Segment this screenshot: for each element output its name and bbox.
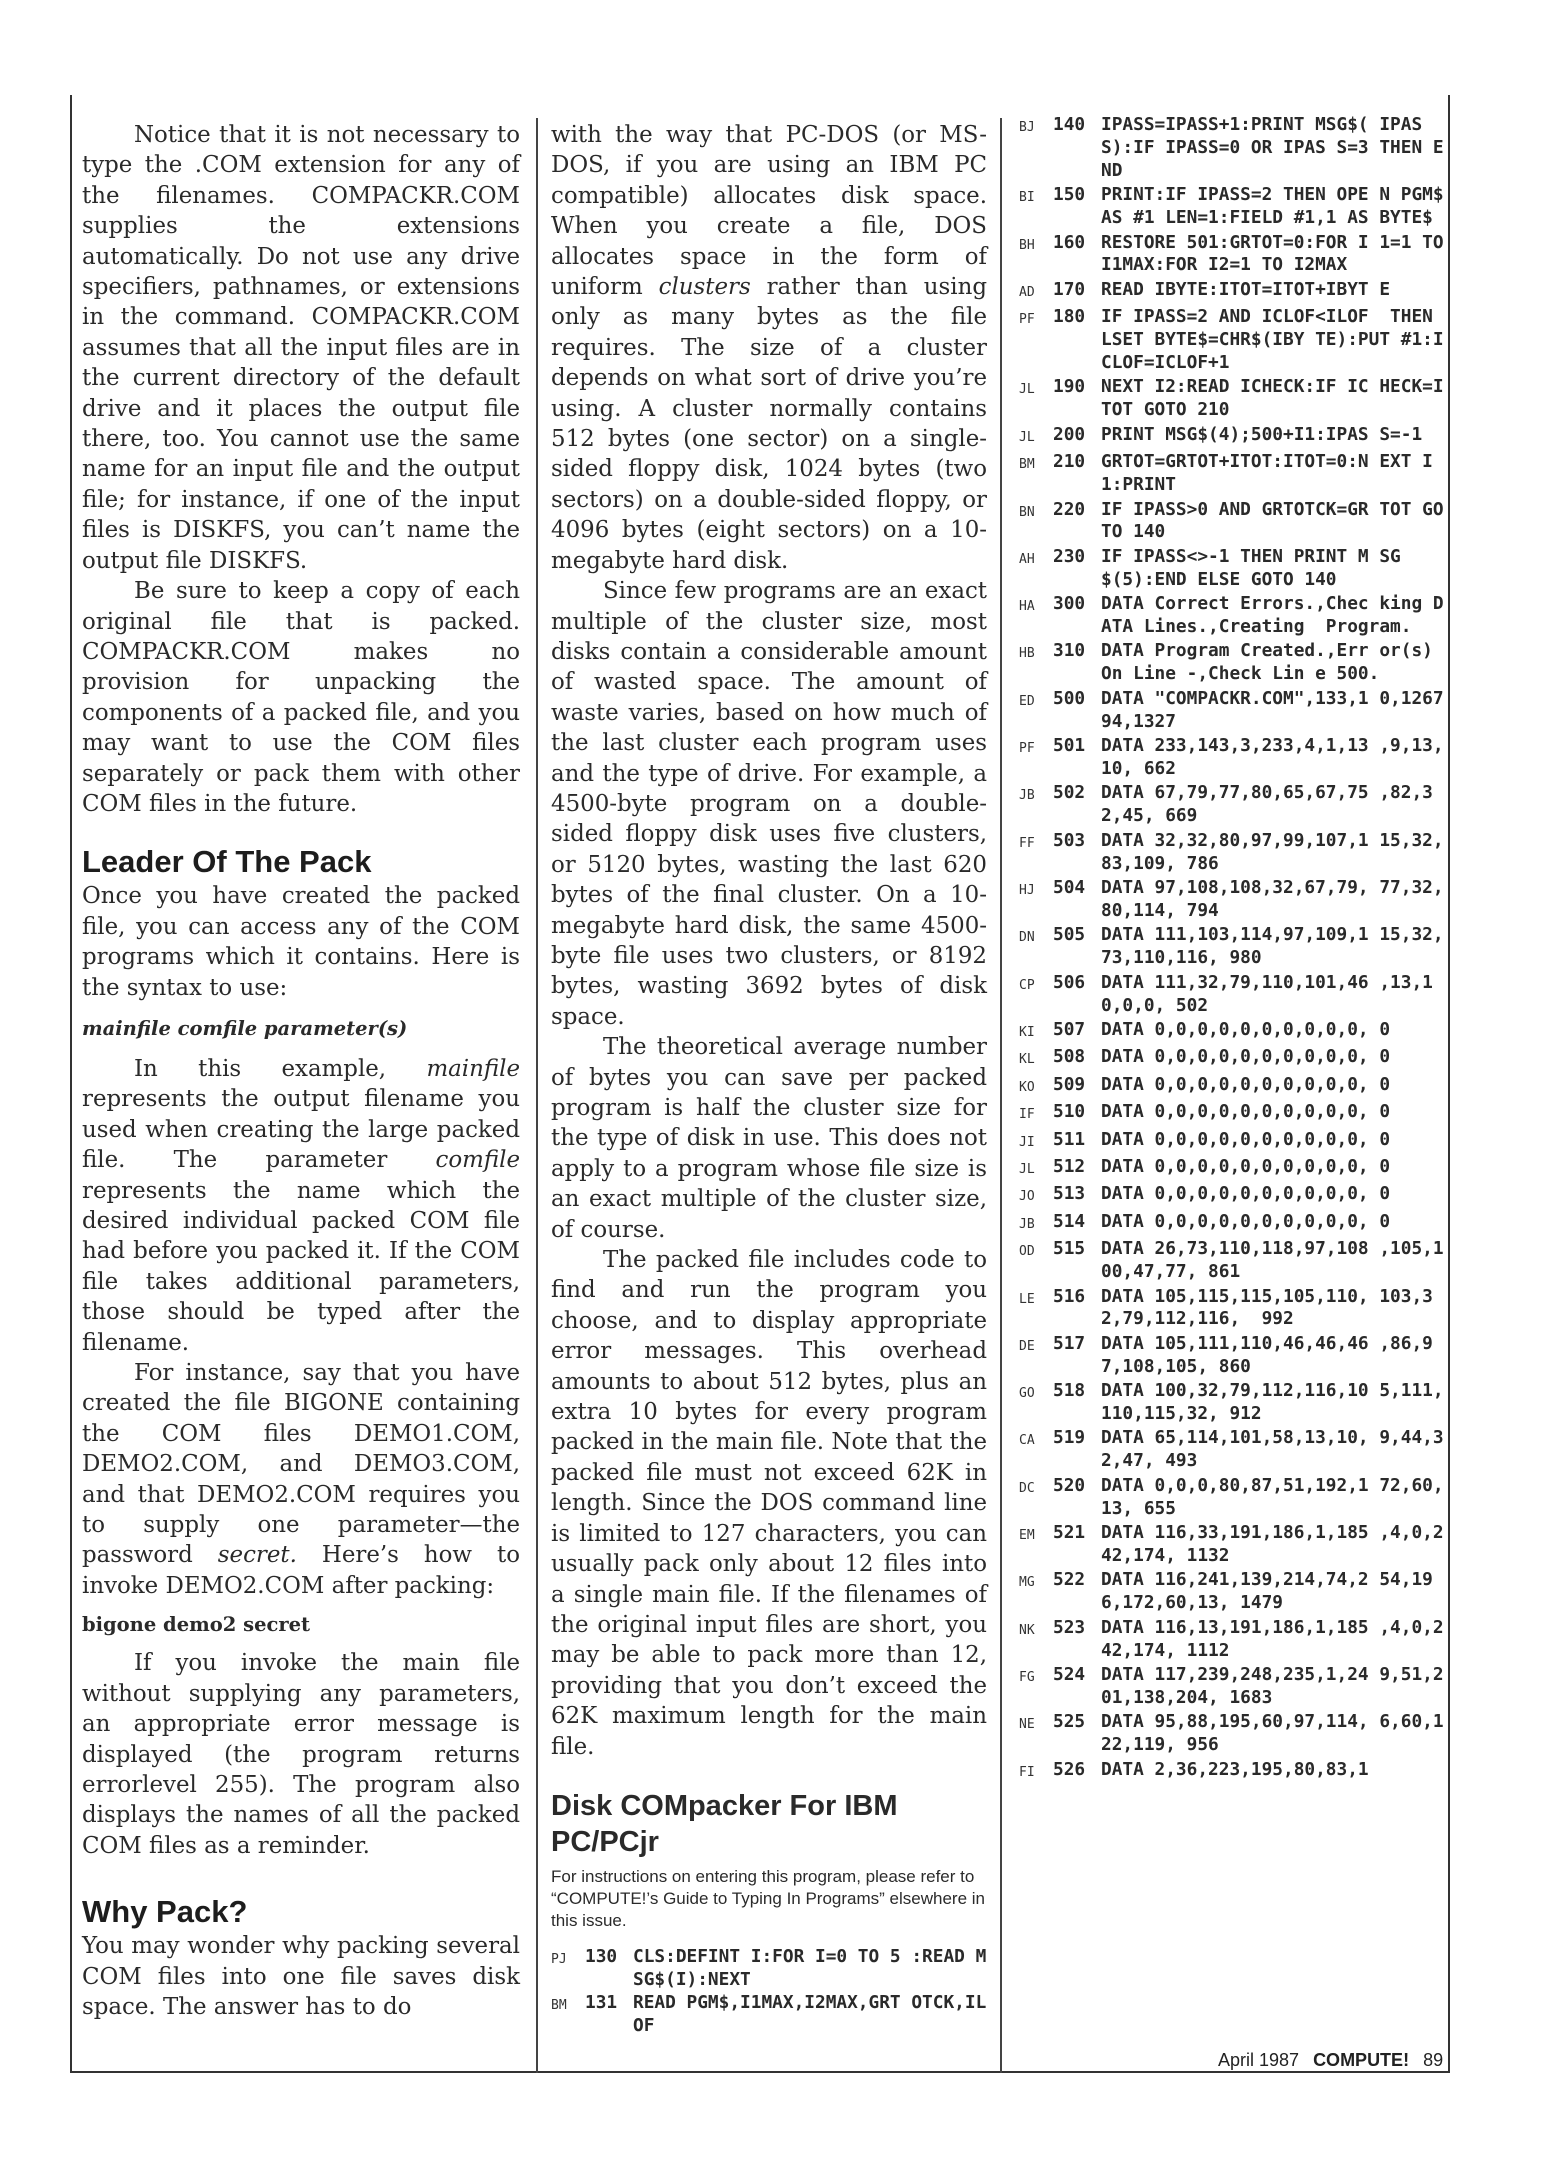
checksum: BM — [551, 1997, 567, 2013]
code-line — [1019, 1617, 1451, 1663]
line-number: 526 — [1053, 1758, 1086, 1780]
code-text: DATA 117,239,248,235,1,24 9,51,201,138,204, 1683 — [1101, 1664, 1444, 1708]
code-text: DATA 0,0,0,0,0,0,0,0,0,0, 0 — [1101, 1155, 1391, 1177]
checksum: DN — [1019, 930, 1035, 946]
line-number: 502 — [1053, 782, 1086, 804]
checksum: HA — [1019, 599, 1035, 615]
checksum: AD — [1019, 284, 1035, 300]
code-text: GRTOT=GRTOT+ITOT:ITOT=0:N EXT I1:PRINT — [1101, 451, 1433, 496]
line-number: 518 — [1053, 1380, 1086, 1402]
code-line — [1019, 1286, 1451, 1332]
code-text: DATA 100,32,79,112,116,10 5,111,110,115,32, 912 — [1101, 1380, 1444, 1425]
checksum: MG — [1019, 1575, 1035, 1591]
paragraph: Since few programs are an exact multiple of the cluster size, most disks contain a considerable amount of wasted space. The amount of waste varies, based on how much of the last cluster each program uses and the type of drive. For example, a 4500-byte program on a double-sided floppy disk uses five clusters, or 5120 bytes, wasting the last 620 bytes of the final cluster. On a 10-megabyte hard disk, the same 4500-byte file uses two clusters, or 8192 bytes, wasting 3692 bytes of disk space. — [551, 578, 987, 1030]
code-text: DATA 65,114,101,58,13,10, 9,44,32,47, 493 — [1101, 1427, 1444, 1472]
checksum: KO — [1019, 1079, 1035, 1095]
line-number: 160 — [1053, 231, 1086, 253]
code-line — [1019, 782, 1451, 828]
checksum: PJ — [551, 1951, 567, 1967]
code-text: DATA 0,0,0,80,87,51,192,1 72,60,13, 655 — [1101, 1474, 1444, 1519]
code-text: DATA 0,0,0,0,0,0,0,0,0,0, 0 — [1101, 1128, 1391, 1150]
code-line — [1019, 546, 1451, 592]
line-number: 310 — [1053, 640, 1086, 662]
code-line — [1019, 1711, 1451, 1757]
checksum: PF — [1019, 312, 1035, 328]
checksum: FF — [1019, 835, 1035, 851]
line-number: 504 — [1053, 877, 1086, 898]
paragraph: If you invoke the main file without supplying any parameters, an appropriate error message is displayed (the program returns errorlevel 255). The program also displays the names of all the packed COM files as a reminder. — [82, 1650, 520, 1859]
code-text: DATA 0,0,0,0,0,0,0,0,0,0, 0 — [1101, 1183, 1391, 1205]
checksum: BN — [1019, 504, 1035, 520]
line-number: 507 — [1053, 1018, 1086, 1040]
checksum: LE — [1019, 1291, 1035, 1307]
command-example: bigone demo2 secret — [82, 1613, 311, 1637]
page-number: 89 — [1423, 2050, 1444, 2070]
code-text: DATA Program Created.,Err or(s) On Line -,Check Lin e 500. — [1101, 640, 1444, 685]
code-text: DATA 0,0,0,0,0,0,0,0,0,0, 0 — [1101, 1046, 1391, 1068]
line-number: 508 — [1053, 1046, 1086, 1068]
paragraph: with the way that PC-DOS (or MS-DOS, if you are using an IBM PC compatible) allocates disk space. When you create a file, DOS allocates space in the form of uniform clusters rather than using only as many bytes as the file requires. The size of a cluster depends on what sort of drive you’re using. A cluster normally contains 512 bytes (one sector) on a single-sided floppy disk, 1024 bytes (two sectors) on a double-sided floppy, or 4096 bytes (eight sectors) on a 10-megabyte hard disk. — [551, 122, 987, 574]
line-number: 517 — [1053, 1332, 1086, 1354]
line-number: 520 — [1053, 1474, 1086, 1496]
code-text: DATA 0,0,0,0,0,0,0,0,0,0, 0 — [1101, 1101, 1391, 1123]
line-number: 524 — [1053, 1664, 1086, 1685]
line-number: 220 — [1053, 498, 1086, 520]
listing-instructions: For instructions on entering this program, please refer to “COMPUTE!’s Guide to Typing In Programs” elsewhere in this issue. — [551, 1866, 985, 1930]
line-number: 512 — [1053, 1155, 1086, 1177]
code-line — [1019, 877, 1451, 923]
checksum: HJ — [1019, 883, 1035, 898]
checksum: NE — [1019, 1717, 1035, 1733]
line-number: 525 — [1053, 1711, 1086, 1733]
code-line — [1019, 1019, 1451, 1045]
checksum: JB — [1019, 788, 1035, 804]
section-heading-leader: Leader Of The Pack — [82, 844, 372, 880]
code-line — [1019, 924, 1451, 970]
checksum: OD — [1019, 1244, 1035, 1260]
code-text: DATA 105,111,110,46,46,46 ,86,97,108,105, 860 — [1101, 1332, 1433, 1377]
paragraph: Notice that it is not necessary to type the .COM extension for any of the filenames. COMPACKR.COM supplies the extensions automatically. Do not use any drive specifiers, pathnames, or extensions in the command. COMPACKR.COM assumes that all the input files are in the current directory of the default drive and it places the output file there, too. You cannot use the same name for an input file and the output file; for instance, if one of the input files is DISKFS, you can’t name the output file DISKFS. — [82, 122, 520, 574]
line-number: 170 — [1053, 278, 1086, 300]
line-number: 506 — [1053, 971, 1086, 993]
code-line — [1019, 1427, 1451, 1473]
code-text: READ IBYTE:ITOT=ITOT+IBYT E — [1101, 278, 1391, 300]
line-number: 300 — [1053, 593, 1086, 615]
code-text: DATA 26,73,110,118,97,108 ,105,100,47,77, 861 — [1101, 1238, 1444, 1283]
checksum: EM — [1019, 1528, 1035, 1544]
code-line — [1019, 306, 1451, 375]
checksum: PF — [1019, 741, 1035, 757]
checksum: JL — [1019, 429, 1035, 445]
code-line — [1019, 1569, 1451, 1615]
checksum: BM — [1019, 457, 1035, 473]
checksum: JL — [1019, 1161, 1035, 1177]
code-line — [1019, 972, 1451, 1018]
code-text: READ PGM$,I1MAX,I2MAX,GRT OTCK,ILOF — [633, 1991, 987, 2036]
checksum: JO — [1019, 1189, 1035, 1205]
code-text: DATA 97,108,108,32,67,79, 77,32,80,114, 794 — [1101, 877, 1444, 921]
code-line — [1019, 1156, 1451, 1182]
line-number: 516 — [1053, 1285, 1086, 1307]
line-number: 140 — [1053, 114, 1086, 135]
code-line — [1019, 688, 1451, 734]
code-line — [551, 1946, 987, 1992]
checksum: FI — [1019, 1764, 1035, 1780]
paragraph: You may wonder why packing several COM files into one file saves disk space. The answer has to do — [82, 1933, 520, 2020]
line-number: 514 — [1053, 1210, 1086, 1232]
code-text: PRINT MSG$(4);500+I1:IPAS S=-1 — [1101, 423, 1423, 445]
code-line — [1019, 451, 1451, 497]
code-line — [1019, 499, 1451, 545]
code-line — [1019, 1101, 1451, 1127]
listing-title: Disk COMpacker For IBM PC/PCjr — [551, 1789, 898, 1858]
line-number: 230 — [1053, 545, 1086, 567]
code-text: DATA 116,33,191,186,1,185 ,4,0,242,174, 1132 — [1101, 1522, 1444, 1566]
code-listing — [551, 1946, 987, 2038]
code-line — [1019, 1759, 1451, 1785]
line-number: 200 — [1053, 423, 1086, 445]
code-text: DATA 95,88,195,60,97,114, 6,60,122,119, 956 — [1101, 1711, 1444, 1756]
checksum: AH — [1019, 551, 1035, 567]
code-text: NEXT I2:READ ICHECK:IF IC HECK=ITOT GOTO 210 — [1101, 376, 1444, 421]
checksum: JL — [1019, 382, 1035, 398]
column-divider — [536, 118, 538, 2073]
code-line — [1019, 1522, 1451, 1568]
paragraph: The theoretical average number of bytes you can save per packed program is half the cluster size for the type of disk in use. This does not apply to a program whose file size is an exact multiple of the cluster size, of course. — [551, 1034, 987, 1243]
line-number: 513 — [1053, 1183, 1086, 1205]
code-text: DATA 233,143,3,233,4,1,13 ,9,13,10, 662 — [1101, 735, 1444, 779]
line-number: 130 — [585, 1945, 618, 1967]
code-line — [1019, 114, 1451, 183]
code-line — [1019, 735, 1451, 781]
code-text: DATA 111,103,114,97,109,1 15,32,73,110,116, 980 — [1101, 924, 1444, 969]
code-text: DATA "COMPACKR.COM",133,1 0,126794,1327 — [1101, 687, 1444, 732]
code-line — [1019, 1475, 1451, 1521]
code-line — [1019, 640, 1451, 686]
code-line — [1019, 1129, 1451, 1155]
code-line — [551, 1992, 987, 2038]
code-text: DATA 67,79,77,80,65,67,75 ,82,32,45, 669 — [1101, 782, 1433, 827]
section-heading-why-pack: Why Pack? — [82, 1894, 248, 1930]
checksum: BI — [1019, 190, 1035, 206]
code-line — [1019, 1238, 1451, 1284]
checksum: GO — [1019, 1386, 1035, 1402]
checksum: CA — [1019, 1433, 1035, 1449]
line-number: 503 — [1053, 829, 1086, 851]
code-listing-column — [1019, 114, 1455, 1786]
column-divider — [1000, 118, 1002, 2073]
code-line — [1019, 1664, 1451, 1710]
line-number: 521 — [1053, 1522, 1086, 1544]
code-line — [1019, 1333, 1451, 1379]
column-2 — [551, 120, 987, 2038]
code-line — [1019, 1074, 1451, 1100]
line-number: 510 — [1053, 1101, 1086, 1123]
checksum: IF — [1019, 1107, 1035, 1123]
column-1 — [82, 120, 520, 2022]
issue-date: April 1987 — [1218, 2050, 1300, 2070]
code-text: DATA 2,36,223,195,80,83,1 — [1101, 1758, 1369, 1780]
code-text: IF IPASS<>-1 THEN PRINT M SG$(5):END ELSE GOTO 140 — [1101, 545, 1401, 590]
code-line — [1019, 830, 1451, 876]
checksum: DC — [1019, 1480, 1035, 1496]
checksum: NK — [1019, 1622, 1035, 1638]
paragraph: The packed file includes code to find and run the program you choose, and to display appropriate error messages. This overhead amounts to about 512 bytes, plus an extra 10 bytes for every program packed in the main file. Note that the packed file must not exceed 62K in length. Since the DOS command line is limited to 127 characters, you can usually pack only about 12 files into a single main file. If the filenames of the original input files are short, you may be able to pack more than 12, providing that you don’t exceed the 62K maximum length for the main file. — [551, 1247, 987, 1760]
code-line — [1019, 593, 1451, 639]
checksum: JB — [1019, 1216, 1035, 1232]
code-text: IF IPASS=2 AND ICLOF<ILOF THEN LSET BYTE$=CHR$(IBY TE):PUT #1:ICLOF=ICLOF+1 — [1101, 306, 1444, 374]
code-text: DATA 116,241,139,214,74,2 54,196,172,60,13, 1479 — [1101, 1569, 1433, 1614]
line-number: 500 — [1053, 687, 1086, 709]
checksum: DE — [1019, 1338, 1035, 1354]
code-text: DATA 0,0,0,0,0,0,0,0,0,0, 0 — [1101, 1210, 1391, 1232]
code-text: DATA 32,32,80,97,99,107,1 15,32,83,109, 786 — [1101, 829, 1444, 874]
code-line — [1019, 424, 1451, 450]
code-text: DATA 0,0,0,0,0,0,0,0,0,0, 0 — [1101, 1073, 1391, 1095]
line-number: 180 — [1053, 306, 1086, 328]
code-text: CLS:DEFINT I:FOR I=0 TO 5 :READ MSG$(I):NEXT — [633, 1945, 987, 1990]
line-number: 522 — [1053, 1569, 1086, 1591]
code-text: PRINT:IF IPASS=2 THEN OPE N PGM$ AS #1 LEN=1:FIELD #1,1 AS BYTE$ — [1101, 184, 1455, 229]
checksum: HB — [1019, 646, 1035, 662]
line-number: 501 — [1053, 735, 1086, 757]
syntax-example: mainfile comfile parameter(s) — [82, 1016, 408, 1040]
checksum: BH — [1019, 237, 1035, 253]
line-number: 150 — [1053, 184, 1086, 206]
code-line — [1019, 376, 1451, 422]
code-text: DATA 0,0,0,0,0,0,0,0,0,0, 0 — [1101, 1018, 1391, 1040]
line-number: 509 — [1053, 1073, 1086, 1095]
code-text: RESTORE 501:GRTOT=0:FOR I 1=1 TO I1MAX:FOR I2=1 TO I2MAX — [1101, 231, 1455, 276]
paragraph: Be sure to keep a copy of each original file that is packed. COMPACKR.COM makes no provision for unpacking the components of a packed file, and you may want to use the COM files separately or pack them with other COM files in the future. — [82, 578, 520, 817]
code-text: DATA 111,32,79,110,101,46 ,13,10,0,0, 502 — [1101, 971, 1433, 1016]
code-line — [1019, 1183, 1451, 1209]
magazine-name: COMPUTE! — [1313, 2050, 1410, 2070]
code-text: DATA 116,13,191,186,1,185 ,4,0,242,174, 1112 — [1101, 1616, 1444, 1661]
code-text: DATA 105,115,115,105,110, 103,32,79,112,116, 992 — [1101, 1285, 1433, 1330]
code-text: IF IPASS>0 AND GRTOTCK=GR TOT GOTO 140 — [1101, 498, 1444, 543]
checksum: BJ — [1019, 120, 1035, 135]
code-line — [1019, 1046, 1451, 1072]
paragraph: Once you have created the packed file, you can access any of the COM programs which it contains. Here is the syntax to use: — [82, 883, 520, 1001]
code-line — [1019, 279, 1451, 305]
code-line — [1019, 1211, 1451, 1237]
code-text: IPASS=IPASS+1:PRINT MSG$( IPASS):IF IPASS=0 OR IPAS S=3 THEN END — [1101, 114, 1444, 181]
line-number: 523 — [1053, 1616, 1086, 1638]
line-number: 210 — [1053, 451, 1086, 473]
checksum: KL — [1019, 1052, 1035, 1068]
line-number: 511 — [1053, 1128, 1086, 1150]
paragraph: For instance, say that you have created the file BIGONE containing the COM files DEMO1.COM, DEMO2.COM, and DEMO3.COM, and that DEMO2.COM requires you to supply one parameter—the password secret. Here’s how to invoke DEMO2.COM after packing: — [82, 1360, 520, 1599]
line-number: 515 — [1053, 1238, 1086, 1260]
line-number: 131 — [585, 1991, 618, 2013]
paragraph: In this example, mainfile represents the output filename you used when creating the large packed file. The parameter comfile represents the name which the desired individual packed COM file had before you packed it. If the COM file takes additional parameters, those should be typed after the filename. — [82, 1055, 520, 1356]
checksum: FG — [1019, 1670, 1035, 1685]
checksum: CP — [1019, 977, 1035, 993]
code-line — [1019, 184, 1455, 230]
page-footer — [1218, 2050, 1443, 2071]
code-line — [1019, 231, 1455, 278]
checksum: ED — [1019, 693, 1035, 709]
line-number: 519 — [1053, 1427, 1086, 1449]
checksum: KI — [1019, 1024, 1035, 1040]
code-line — [1019, 1380, 1451, 1426]
code-text: DATA Correct Errors.,Chec king DATA Lines.,Creating Program. — [1101, 593, 1444, 638]
line-number: 190 — [1053, 376, 1086, 398]
line-number: 505 — [1053, 924, 1086, 946]
checksum: JI — [1019, 1134, 1035, 1150]
